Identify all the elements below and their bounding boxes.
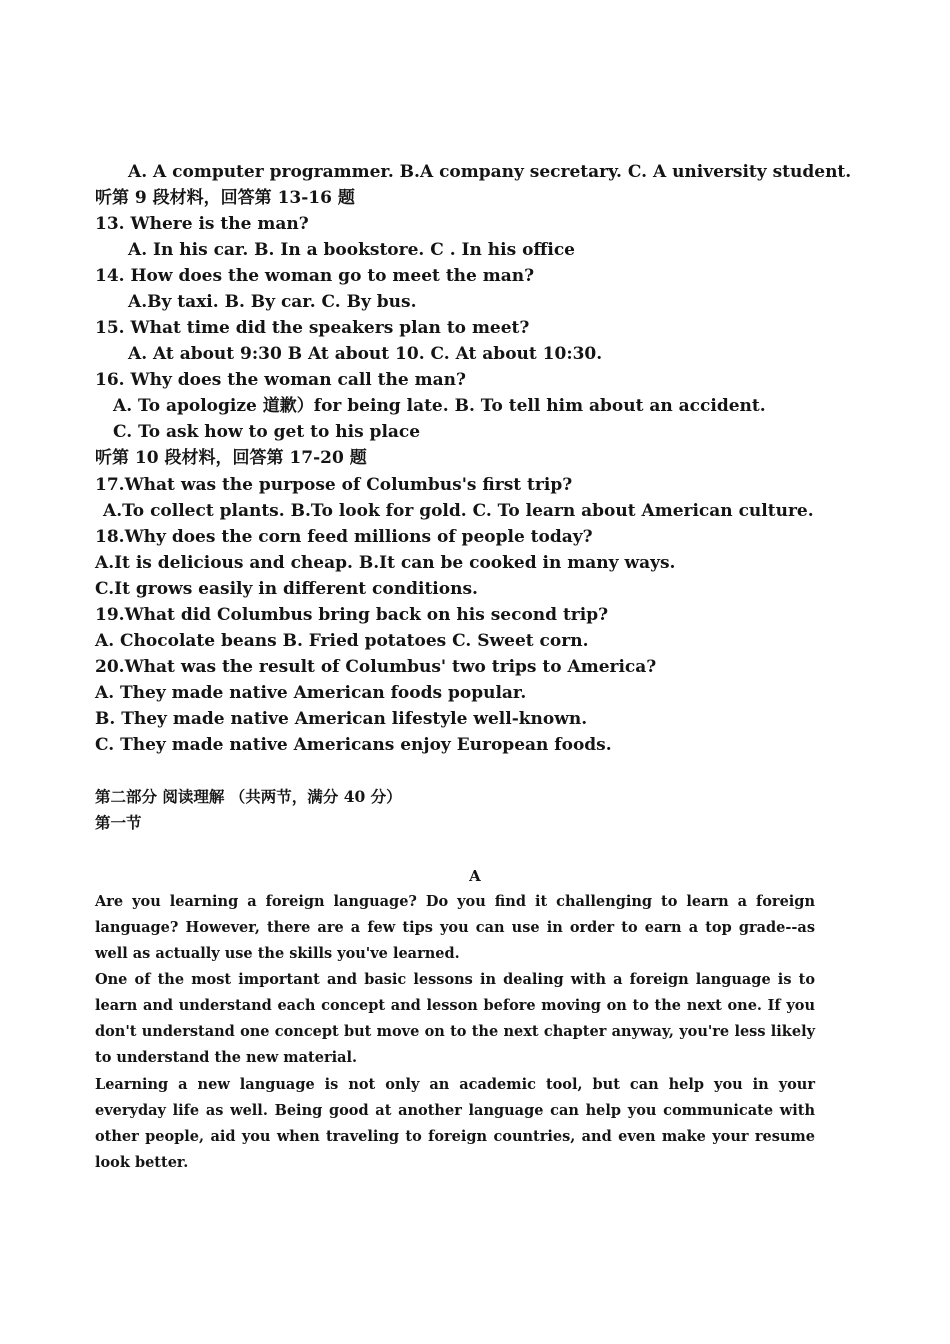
q16-question: 16. Why does the woman call the man?: [95, 370, 466, 390]
q13-options: A. In his car. B. In a bookstore. C . In his office: [128, 240, 575, 260]
q19-question: 19.What did Columbus bring back on his second trip?: [95, 605, 609, 625]
q18-question: 18.Why does the corn feed millions of people today?: [95, 527, 593, 547]
q20-option-c: C. They made native Americans enjoy European foods.: [95, 735, 612, 755]
q17-question: 17.What was the purpose of Columbus's first trip?: [95, 475, 573, 495]
q20-option-a: A. They made native American foods popular.: [95, 683, 527, 703]
q12-options: A. A computer programmer. B.A company secretary. C. A university student.: [128, 162, 852, 182]
q17-options: A.To collect plants. B.To look for gold. C. To learn about American culture.: [103, 501, 814, 521]
q15-options: A. At about 9:30 B At about 10. C. At about 10:30.: [128, 344, 603, 364]
q19-options: A. Chocolate beans B. Fried potatoes C. Sweet corn.: [95, 631, 589, 651]
q14-question: 14. How does the woman go to meet the man?: [95, 266, 535, 286]
q20-option-b: B. They made native American lifestyle well-known.: [95, 709, 588, 729]
passage-paragraph-1: Are you learning a foreign language? Do you find it challenging to learn a foreign language? However, there are a few tips you can use in order to earn a top grade--as well as actually use the skills you've learned.: [95, 893, 815, 962]
section-10-header: 听第 10 段材料，回答第 17-20 题: [95, 448, 367, 468]
reading-part-header: 第二部分 阅读理解 （共两节，满分 40 分）: [95, 787, 402, 806]
q20-question: 20.What was the result of Columbus' two trips to America?: [95, 657, 657, 677]
passage-label: A: [469, 867, 481, 885]
q16-options-line2: C. To ask how to get to his place: [113, 422, 421, 442]
passage-paragraph-2: One of the most important and basic lessons in dealing with a foreign language is to learn and understand each concept and lesson before moving on to the next one. If you don't understand one concept but move on to the next chapter anyway, you're less likely to understand the new material.: [95, 971, 815, 1066]
q16-options-line1: A. To apologize 道歉）for being late. B. To tell him about an accident.: [113, 396, 766, 416]
q15-question: 15. What time did the speakers plan to meet?: [95, 318, 530, 338]
q13-question: 13. Where is the man?: [95, 214, 309, 234]
reading-section-header: 第一节: [95, 813, 142, 832]
passage-paragraph-3: Learning a new language is not only an academic tool, but can help you in your everyday life as well. Being good at another language can help you communicate with other people, aid you when traveling to foreign countries, and even make your resume look better.: [95, 1076, 815, 1171]
q18-options-line1: A.It is delicious and cheap. B.It can be cooked in many ways.: [95, 553, 676, 573]
q14-options: A.By taxi. B. By car. C. By bus.: [128, 292, 417, 312]
section-9-header: 听第 9 段材料，回答第 13-16 题: [95, 188, 355, 208]
q18-options-line2: C.It grows easily in different conditions.: [95, 579, 478, 599]
